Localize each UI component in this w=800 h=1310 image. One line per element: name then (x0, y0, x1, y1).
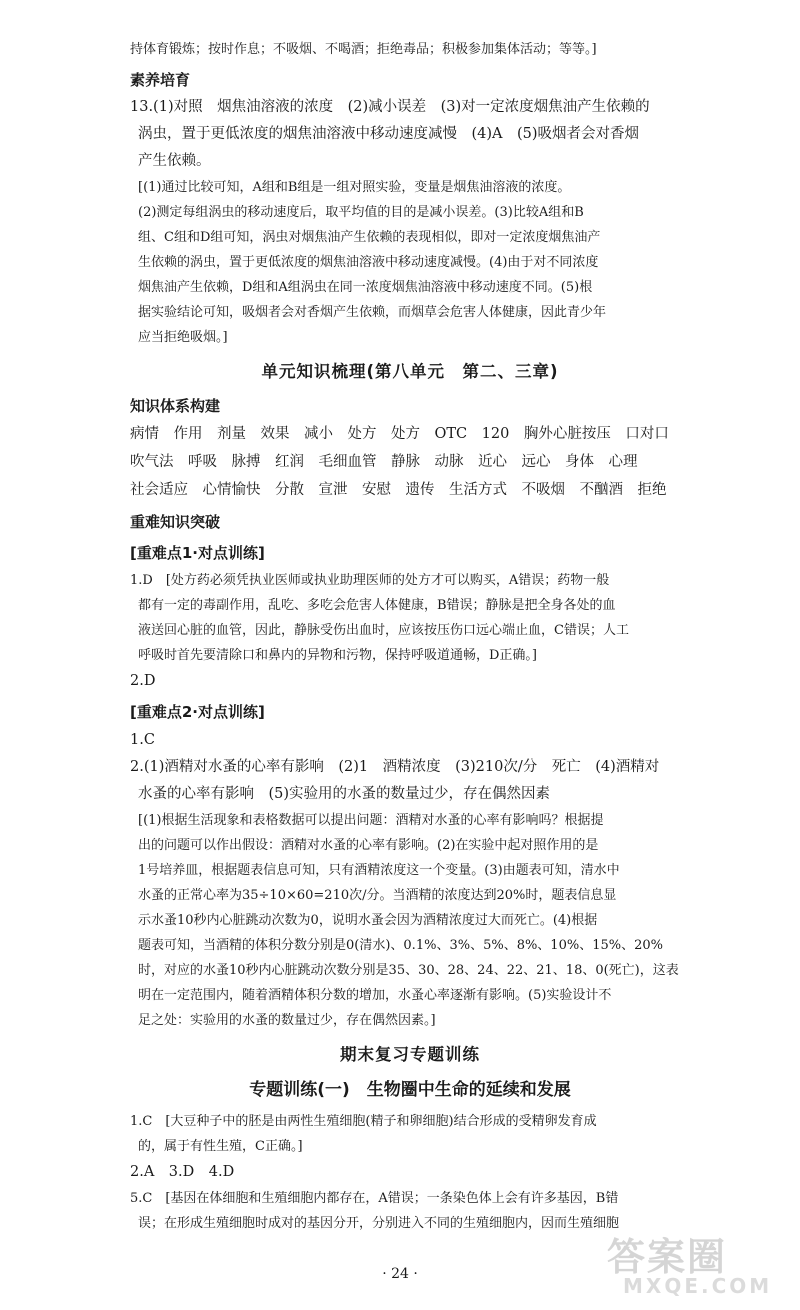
point1-q1-line-1: 1.D [处方药必须凭执业医师或执业助理医师的处方才可以购买，A错误；药物一般 (130, 573, 610, 588)
q13-answer-line-1: 13.(1)对照 烟焦油溶液的浓度 (2)减小误差 (3)对一定浓度烟焦油产生依赖的 (130, 99, 650, 115)
point2-q2-explanation-line-8: 明在一定范围内，随着酒精体积分数的增加，水蚤心率逐渐有影响。(5)实验设计不 (138, 988, 612, 1003)
point2-q2-explanation-line-5: 示水蚤10秒内心脏跳动次数为0，说明水蚤会因为酒精浓度过大而死亡。(4)根据 (138, 913, 598, 928)
section-heading-suyang: 素养培育 (130, 71, 191, 89)
q13-explanation-line-2: (2)测定每组涡虫的移动速度后，取平均值的目的是减小误差。(3)比较A组和B (138, 205, 584, 220)
q13-explanation-line-1: [(1)通过比较可知，A组和B组是一组对照实验，变量是烟焦油溶液的浓度。 (138, 180, 571, 195)
final-review-title: 期末复习专题训练 (340, 1045, 480, 1064)
keyword-line-2: 吹气法 呼吸 脉搏 红润 毛细血管 静脉 动脉 近心 远心 身体 心理 (130, 454, 638, 470)
topic1-q5-line-1: 5.C [基因在体细胞和生殖细胞内都存在，A错误；一条染色体上会有许多基因，B错 (130, 1191, 619, 1206)
point1-q1-line-3: 液送回心脏的血管，因此，静脉受伤出血时，应该按压伤口远心端止血，C错误；人工 (138, 623, 629, 638)
q13-explanation-line-3: 组、C组和D组可知，涡虫对烟焦油产生依赖的表现相似，即对一定浓度烟焦油产 (138, 230, 601, 245)
topic-training-title: 专题训练(一) 生物圈中生命的延续和发展 (249, 1080, 571, 1100)
topic1-q5-line-2: 误；在形成生殖细胞时成对的基因分开，分别进入不同的生殖细胞内，因而生殖细胞 (138, 1216, 620, 1231)
q13-explanation-line-6: 据实验结论可知，吸烟者会对香烟产生依赖，而烟草会危害人体健康，因此青少年 (138, 305, 607, 320)
q13-explanation-line-5: 烟焦油产生依赖，D组和A组涡虫在同一浓度烟焦油溶液中移动速度不同。(5)根 (138, 280, 593, 295)
q13-answer-line-3: 产生依赖。 (138, 153, 211, 169)
q13-explanation-line-4: 生依赖的涡虫，置于更低浓度的烟焦油溶液中移动速度减慢。(4)由于对不同浓度 (138, 255, 599, 270)
point2-q2-explanation-line-7: 时，对应的水蚤10秒内心脏跳动次数分别是35、30、28、24、22、21、18、0(死亡)，这表 (138, 963, 679, 978)
point1-q1-line-2: 都有一定的毒副作用，乱吃、多吃会危害人体健康，B错误；静脉是把全身各处的血 (138, 598, 616, 613)
point2-q1-answer: 1.C (130, 732, 155, 748)
point1-q1-line-4: 呼吸时首先要清除口和鼻内的异物和污物，保持呼吸道通畅，D正确。] (138, 648, 537, 663)
watermark-text-top: 答案圈 (607, 1235, 728, 1279)
topic1-q2-4-answers: 2.A 3.D 4.D (130, 1164, 235, 1180)
watermark-logo (585, 1226, 790, 1304)
continued-text: 持体育锻炼；按时作息；不吸烟、不喝酒；拒绝毒品；积极参加集体活动；等等。] (130, 42, 597, 57)
key-point-2-heading: [重难点2·对点训练] (130, 703, 265, 721)
unit-review-title: 单元知识梳理(第八单元 第二、三章) (261, 362, 559, 381)
point2-q2-explanation-line-3: 1号培养皿，根据题表信息可知，只有酒精浓度这一个变量。(3)由题表可知，清水中 (138, 863, 620, 878)
point2-q2-line-2: 水蚤的心率有影响 (5)实验用的水蚤的数量过少，存在偶然因素 (138, 786, 551, 802)
point2-q2-explanation-line-6: 题表可知，当酒精的体积分数分别是0(清水)、0.1%、3%、5%、8%、10%、15%、20% (138, 938, 663, 953)
point2-q2-explanation-line-1: [(1)根据生活现象和表格数据可以提出问题：酒精对水蚤的心率有影响吗？根据提 (138, 813, 604, 828)
point2-q2-line-1: 2.(1)酒精对水蚤的心率有影响 (2)1 酒精浓度 (3)210次/分 死亡 (4)酒精对 (130, 759, 660, 775)
page-content (130, 38, 690, 1236)
topic1-q1-line-2: 的，属于有性生殖，C正确。] (138, 1139, 303, 1154)
point2-q2-explanation-line-2: 出的问题可以作出假设：酒精对水蚤的心率有影响。(2)在实验中起对照作用的是 (138, 838, 599, 853)
point2-q2-explanation-line-4: 水蚤的正常心率为35÷10×60=210次/分。当酒精的浓度达到20%时，题表信息显 (138, 888, 617, 903)
key-point-1-heading: [重难点1·对点训练] (130, 544, 265, 562)
q13-answer-line-2: 涡虫，置于更低浓度的烟焦油溶液中移动速度减慢 (4)A (5)吸烟者会对香烟 (138, 126, 640, 142)
point2-q2-explanation-line-9: 足之处：实验用的水蚤的数量过少，存在偶然因素。] (138, 1013, 436, 1028)
page-number: · 24 · (382, 1266, 418, 1282)
section-heading-tixi: 知识体系构建 (130, 397, 221, 415)
keyword-line-3: 社会适应 心情愉快 分散 宣泄 安慰 遗传 生活方式 不吸烟 不酗酒 拒绝 (130, 482, 667, 498)
keyword-line-1: 病情 作用 剂量 效果 减小 处方 处方 OTC 120 胸外心脏按压 口对口 (130, 426, 669, 442)
point1-q2-answer: 2.D (130, 673, 156, 689)
watermark-text-bottom: MXQE.COM (623, 1274, 773, 1298)
section-heading-zhongnan: 重难知识突破 (130, 513, 221, 531)
q13-explanation-line-7: 应当拒绝吸烟。] (138, 330, 228, 345)
topic1-q1-line-1: 1.C [大豆种子中的胚是由两性生殖细胞(精子和卵细胞)结合形成的受精卵发育成 (130, 1114, 597, 1129)
